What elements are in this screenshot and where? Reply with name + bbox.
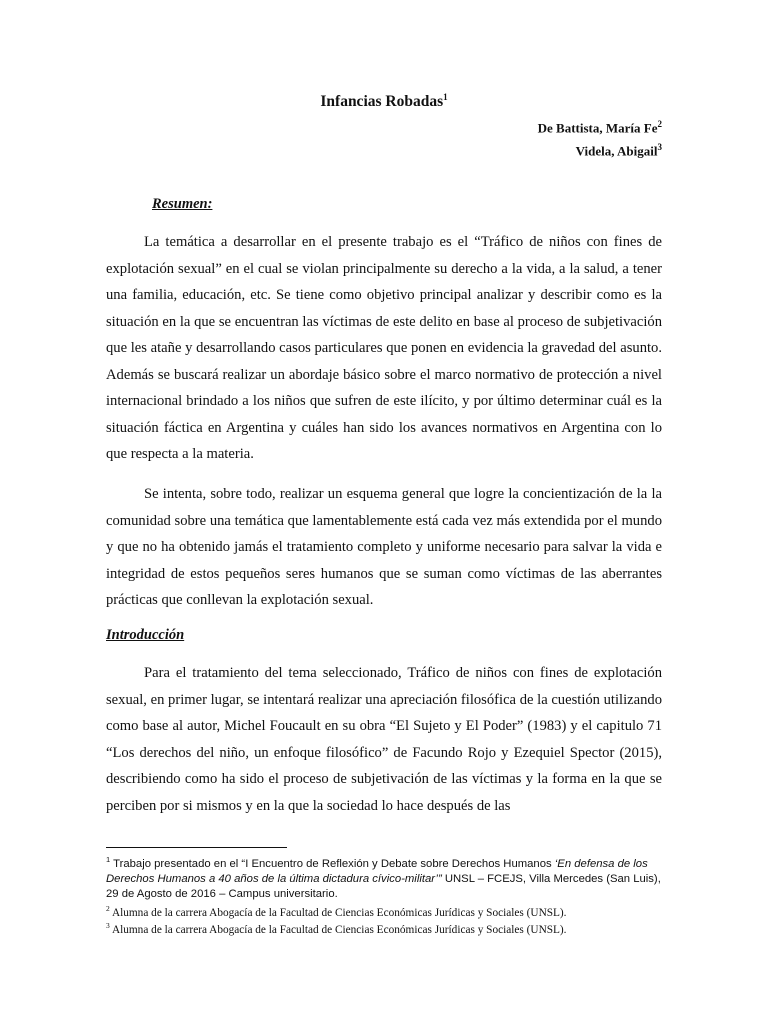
title-footnote-ref: 1 <box>443 92 448 102</box>
footnote-3-text: Alumna de la carrera Abogacía de la Facultad de Ciencias Económicas Jurídicas y Sociales (UNSL). <box>111 923 567 936</box>
introduccion-paragraph-1: Para el tratamiento del tema seleccionado, Tráfico de niños con fines de explotación sexual, en primer lugar, se intentará realizar una apreciación filosófica de la cuestión utilizando como base al autor, Michel Foucault en su obra “El Sujeto y El Poder” (1983) y el capitulo 71 “Los derechos del niño, un enfoque filosófico” de Facundo Rojo y Ezequiel Spector (2015), describiendo como ha sido el proceso de subjetivación de las víctimas y la forma en la que se perciben por si mismos y en la que la sociedad lo hace después de las <box>106 665 662 814</box>
resumen-heading: Resumen: <box>152 196 213 212</box>
author-2-footnote-ref: 3 <box>657 142 662 152</box>
footnote-3 <box>106 918 666 938</box>
footnote-1 <box>106 852 666 902</box>
author-2-name: Videla, Abigail <box>575 143 658 159</box>
footnote-separator <box>106 847 287 848</box>
footnote-1-italic-title: ‘En defensa de los Derechos Humanos a 40 años de la última dictadura cívico-militar’” <box>106 857 648 885</box>
author-1-name: De Battista, María Fe <box>537 120 658 136</box>
author-1-footnote-ref: 2 <box>657 119 662 129</box>
introduccion-heading: Introducción <box>106 627 185 643</box>
footnote-2-text: Alumna de la carrera Abogacía de la Facultad de Ciencias Económicas Jurídicas y Sociales (UNSL). <box>111 906 567 919</box>
title-text: Infancias Robadas <box>320 93 444 111</box>
author-2 <box>576 142 662 159</box>
resumen-paragraph-1: La temática a desarrollar en el presente trabajo es el “Tráfico de niños con fines de explotación sexual” en el cual se violan principalmente su derecho a la vida, a la salud, a tener una familia, educación, etc. Se tiene como objetivo principal analizar y describir como es la situación en la que se encuentran las víctimas de este delito en base al proceso de subjetivación que les atañe y desarrollando casos particulares que ponen en evidencia la gravedad del asunto. Además se buscará realizar un abordaje básico sobre el marco normativo de protección a nivel internacional brindado a los niños que sufren de este ilícito, y por último determinar cuál es la situación fáctica en Argentina y cuáles han sido los avances normativos en Argentina con lo que respecta a la materia. <box>106 234 662 462</box>
author-1 <box>538 119 662 136</box>
footnote-1-number: 1 <box>106 855 111 864</box>
footnote-2-number: 2 <box>106 904 110 913</box>
footnote-1-text-end: UNSL – FCEJS, Villa Mercedes (San Luis), 29 de Agosto de 2016 – Campus universitario. <box>106 872 661 900</box>
footnote-1-text: Trabajo presentado en el “I Encuentro de Reflexión y Debate sobre Derechos Humanos <box>113 857 555 870</box>
footnote-3-number: 3 <box>106 921 110 930</box>
document-title <box>0 92 768 111</box>
resumen-paragraph-2: Se intenta, sobre todo, realizar un esquema general que logre la concientización de la la comunidad sobre una temática que lamentablemente está cada vez más extendida por el mundo y que no ha obtenido jamás el tratamiento completo y uniforme necesario para salvar la vida e integridad de estos pequeños seres humanos que se suman como víctimas de las aberrantes prácticas que conllevan la explotación sexual. <box>106 486 662 608</box>
